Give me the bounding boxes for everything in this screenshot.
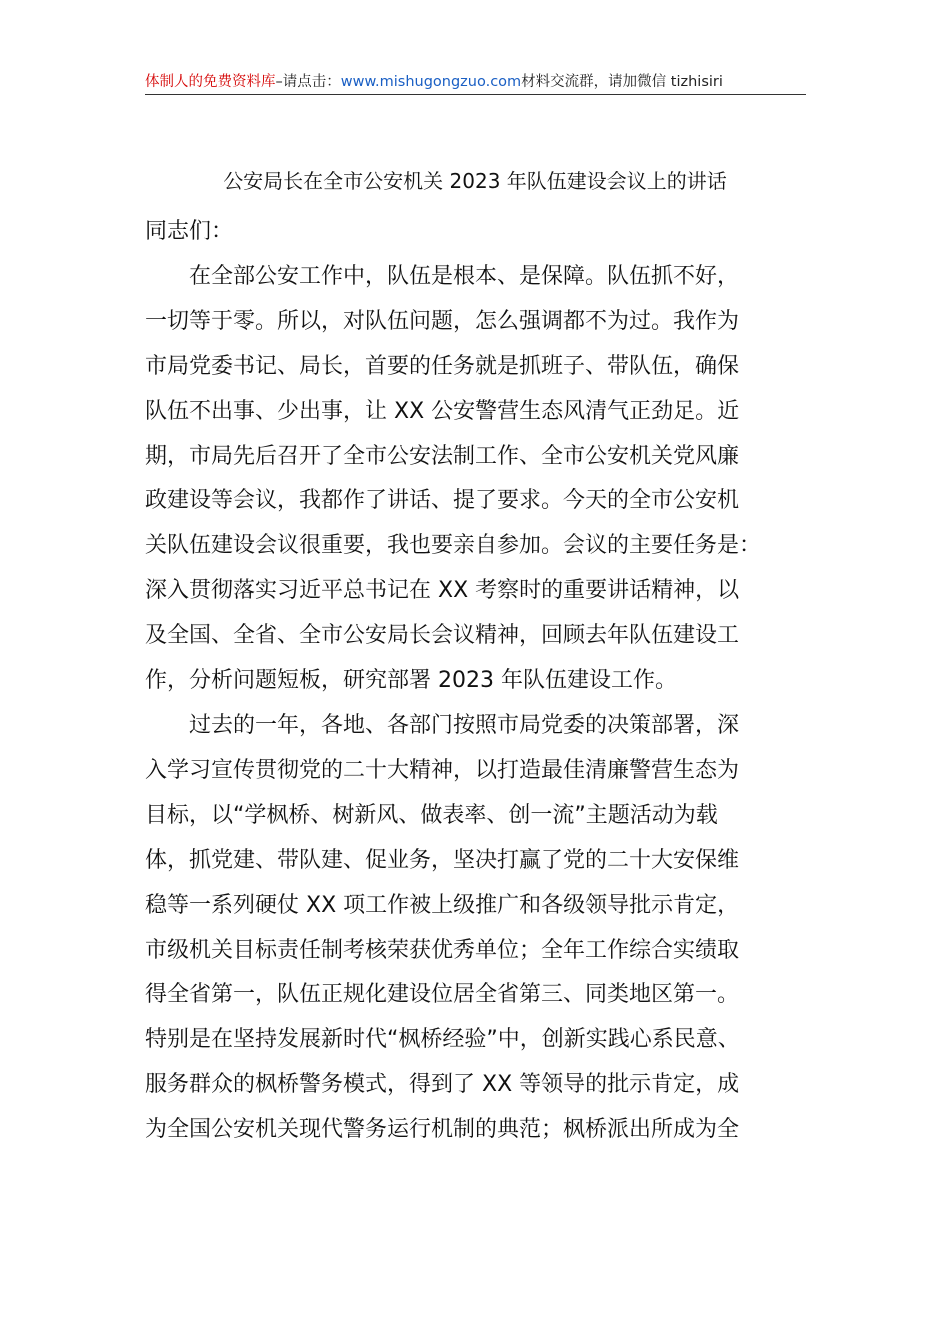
paragraph-line: 及全国、全省、全市公安局长会议精神，回顾去年队伍建设工 [145,623,740,649]
paragraph-line: 为全国公安机关现代警务运行机制的典范；枫桥派出所成为全 [145,1117,740,1143]
paragraph-line: 一切等于零。所以，对队伍问题，怎么强调都不为过。我作为 [145,308,740,334]
paragraph-line: 在全部公安工作中，队伍是根本、是保障。队伍抓不好， [189,263,740,289]
paragraph-line: 市级机关目标责任制考核荣获优秀单位；全年工作综合实绩取 [145,937,740,963]
header-url-link[interactable]: www.mishugongzuo.com [340,74,522,90]
paragraph-line: 过去的一年，各地、各部门按照市局党委的决策部署，深 [189,712,740,738]
header-prompt: –请点击： [275,74,341,90]
document-title: 公安局长在全市公安机关 2023 年队伍建设会议上的讲话 [223,169,727,193]
paragraph-line: 得全省第一，队伍正规化建设位居全省第三、同类地区第一。 [145,982,740,1008]
salutation: 同志们： [145,219,234,244]
header-site-name: 体制人的免费资料库 [145,74,276,90]
document-body [145,210,809,1153]
paragraph-line: 政建设等会议，我都作了讲话、提了要求。今天的全市公安机 [145,488,740,514]
paragraph-line: 入学习宣传贯彻党的二十大精神，以打造最佳清廉警营生态为 [145,757,740,783]
paragraph-line: 稳等一系列硬仗 XX 项工作被上级推广和各级领导批示肯定， [145,892,740,918]
paragraph-line: 期，市局先后召开了全市公安法制工作、全市公安机关党风廉 [145,443,740,469]
paragraph-line: 队伍不出事、少出事，让 XX 公安警营生态风清气正劲足。近 [145,398,740,424]
paragraph-line: 服务群众的枫桥警务模式，得到了 XX 等领导的批示肯定，成 [145,1072,740,1098]
paragraph-line: 关队伍建设会议很重要，我也要亲自参加。会议的主要任务是： [145,533,762,559]
paragraph-line: 作，分析问题短板，研究部署 2023 年队伍建设工作。 [145,668,677,694]
header-divider [145,94,806,95]
paragraph-line: 深入贯彻落实习近平总书记在 XX 考察时的重要讲话精神，以 [145,578,740,604]
paragraph-1 [145,255,809,704]
paragraph-line: 目标，以“学枫桥、树新风、做表率、创一流”主题活动为载 [145,802,718,828]
paragraph-line: 市局党委书记、局长，首要的任务就是抓班子、带队伍，确保 [145,353,740,379]
header-banner [145,70,806,94]
paragraph-line: 特别是在坚持发展新时代“枫桥经验”中，创新实践心系民意、 [145,1027,740,1053]
paragraph-2 [145,704,809,1153]
header-wechat-note: 材料交流群，请加微信 tizhisiri [521,74,723,90]
paragraph-line: 体，抓党建、带队建、促业务，坚决打赢了党的二十大安保维 [145,847,740,873]
